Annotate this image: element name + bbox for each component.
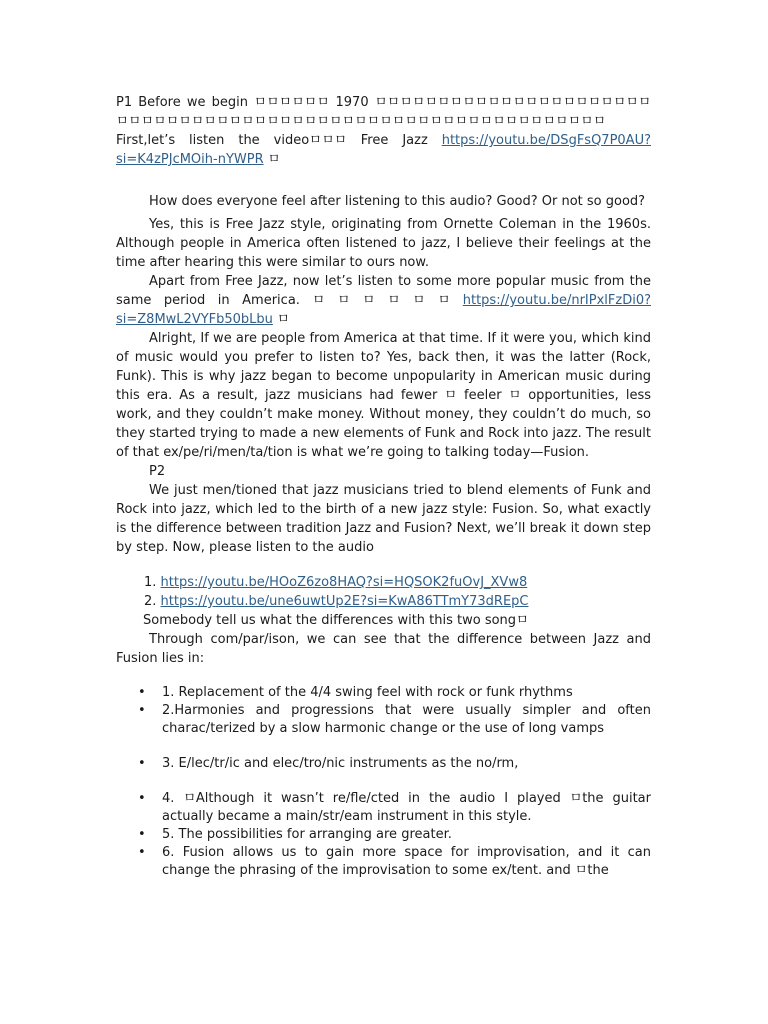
audio-link-item <box>144 592 651 611</box>
difference-item: • 4. ㅁAlthough it wasn’t re/fle/cted in the audio I played ㅁthe guitar actually became a main/str/eam instrument in this style. <box>116 790 651 826</box>
popular-text: Apart from Free Jazz, now let’s listen to some more popular music from the same period in America. ㅁ ㅁ ㅁ ㅁ ㅁ ㅁ <box>116 274 651 308</box>
paragraph-intro <box>116 93 651 169</box>
audio-link-list <box>116 573 651 611</box>
audio-link-number: 1. <box>144 575 157 590</box>
audio-link-number: 2. <box>144 594 157 609</box>
section-label-p2: P2 <box>149 464 166 479</box>
document-body <box>116 93 651 880</box>
paragraph-mentioned: We just men/tioned that jazz musicians tried to blend elements of Funk and Rock into jazz, which led to the birth of a new jazz style: Fusion. So, what exactly is the difference between tradition Jazz and Fusion? Next, we’ll break it down step by step. Now, please listen to the audio <box>116 483 651 555</box>
difference-item: • 5. The possibilities for arranging are greater. <box>116 826 651 844</box>
paragraph-popular-music <box>116 272 651 329</box>
popular-tail: ㅁ <box>272 312 290 327</box>
paragraph-alright: Alright, If we are people from America at that time. If it were you, which kind of music would you prefer to listen to? Yes, back then, it was the latter (Rock, Funk). This is why jazz began to become unpopularity in American music during this era. As a result, jazz musicians had fewer ㅁ feeler ㅁ opportunities, less work, and they couldn’t make money. Without money, they couldn’t do much, so they started trying to made a new elements of Funk and Rock into jazz. The result of that ex/pe/ri/men/ta/tion is what we’re going to talking today—Fusion. <box>116 331 651 460</box>
differences-list <box>116 684 651 880</box>
difference-item: • 3. E/lec/tr/ic and elec/tro/nic instruments as the no/rm, <box>116 755 651 773</box>
difference-item: • 1. Replacement of the 4/4 swing feel with rock or funk rhythms <box>116 684 651 702</box>
audio-link-1[interactable]: https://youtu.be/HOoZ6zo8HAQ?si=HQSOK2fuOvJ_XVw8 <box>160 575 528 590</box>
paragraph-question: Somebody tell us what the differences with this two songㅁ <box>143 613 529 628</box>
difference-item: • 6. Fusion allows us to gain more space for improvisation, and it can change the phrasing of the improvisation to some ex/tent. and ㅁthe <box>116 844 651 880</box>
audio-link-item <box>144 573 651 592</box>
intro-text: P1 Before we begin ㅁㅁㅁㅁㅁㅁ 1970 ㅁㅁㅁㅁㅁㅁㅁㅁㅁㅁㅁㅁㅁㅁㅁㅁㅁㅁㅁㅁㅁㅁㅁㅁㅁㅁㅁㅁㅁㅁㅁㅁㅁㅁㅁㅁㅁㅁㅁㅁㅁㅁㅁㅁㅁㅁㅁㅁㅁㅁㅁㅁㅁㅁㅁㅁㅁㅁㅁㅁㅁ First,let’s listen the videoㅁㅁㅁ Free Jazz <box>116 95 651 148</box>
paragraph-comparison: Through com/par/ison, we can see that the difference between Jazz and Fusion lies in: <box>116 632 651 666</box>
paragraph-free-jazz: Yes, this is Free Jazz style, originating from Ornette Coleman in the 1960s. Although people in America often listened to jazz, I believe their feelings at the time after hearing this were similar to ours now. <box>116 217 651 270</box>
popular-music-video-link[interactable]: https://youtu.be/nrIPxlFzDi0?si=Z8MwL2VYFb50bLbu <box>116 293 651 327</box>
intro-tail: ㅁ <box>263 152 281 167</box>
paragraph-feel-question: How does everyone feel after listening to this audio? Good? Or not so good? <box>149 194 646 209</box>
audio-link-2[interactable]: https://youtu.be/une6uwtUp2E?si=KwA86TTmY73dREpC <box>160 594 529 609</box>
free-jazz-video-link[interactable]: https://youtu.be/DSgFsQ7P0AU?si=K4zPJcMOih-nYWPR <box>116 133 651 167</box>
difference-item: • 2.Harmonies and progressions that were usually simpler and often charac/terized by a slow harmonic change or the use of long vamps <box>116 702 651 738</box>
